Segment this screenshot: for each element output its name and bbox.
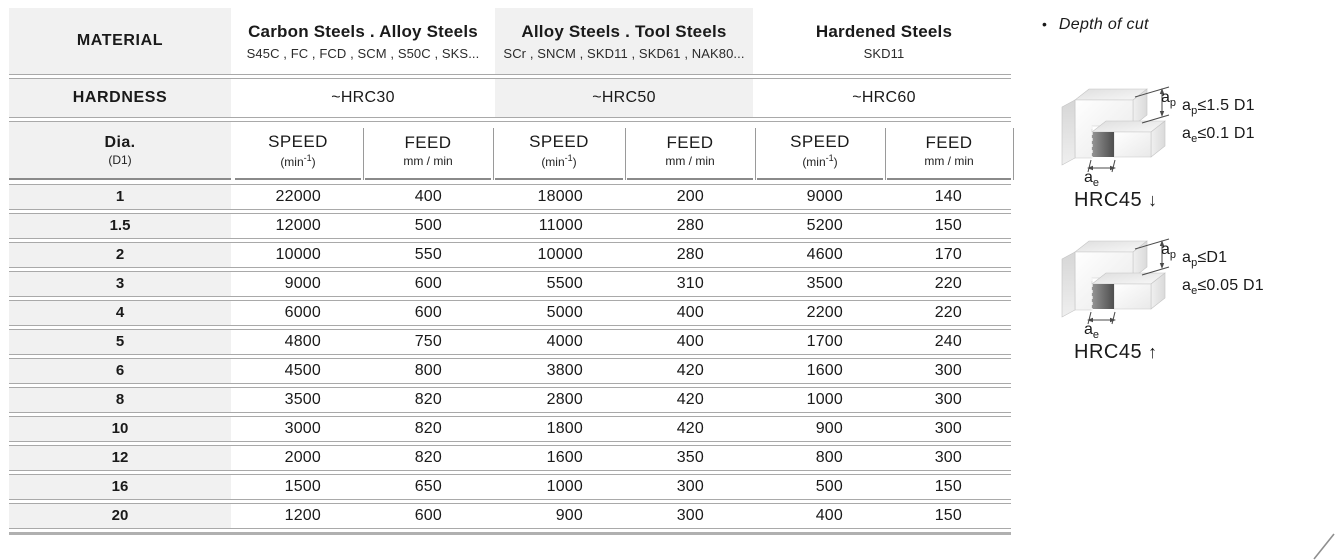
hardened-feed-cell: 300 bbox=[934, 449, 962, 466]
depth-figure-low-hardness bbox=[1040, 73, 1334, 223]
bullet-icon: • bbox=[1042, 16, 1047, 32]
group-title: Hardened Steels bbox=[815, 21, 953, 41]
alloy-feed-cell: 400 bbox=[676, 333, 704, 350]
carbon-speed-cell: 9000 bbox=[284, 275, 321, 292]
alloy-speed-cell: 11000 bbox=[538, 217, 583, 234]
hardened-speed-cell: 1000 bbox=[806, 391, 843, 408]
hardened-speed-cell: 400 bbox=[815, 507, 843, 524]
hardened-speed-cell: 2200 bbox=[806, 304, 843, 321]
carbon-feed-cell: 650 bbox=[414, 478, 442, 495]
dia-cell: 6 bbox=[9, 359, 231, 383]
dia-cell: 10 bbox=[9, 417, 231, 441]
hardness-label-cell bbox=[9, 79, 231, 117]
hardened-speed-cell: 9000 bbox=[806, 188, 843, 205]
carbon-feed-cell: 400 bbox=[414, 188, 442, 205]
column-header-row bbox=[9, 121, 1011, 180]
carbon-feed-cell: 600 bbox=[414, 507, 442, 524]
hardened-feed-cell: 170 bbox=[934, 246, 962, 263]
alloy-feed-cell: 400 bbox=[676, 304, 704, 321]
table-row bbox=[9, 503, 1011, 529]
carbon-speed-cell: 12000 bbox=[275, 217, 321, 234]
table-row bbox=[9, 387, 1011, 413]
alloy-feed-cell: 420 bbox=[676, 420, 704, 437]
alloy-speed-cell: 5000 bbox=[546, 304, 583, 321]
ae-dimension-label: $a_e$ bbox=[1084, 321, 1100, 342]
ap-dimension-label: $a_p$ bbox=[1161, 241, 1177, 262]
carbon-speed-cell: 3500 bbox=[284, 391, 321, 408]
hardness-label: HARDNESS bbox=[72, 89, 168, 106]
hardness-hardened bbox=[757, 79, 1011, 117]
dia-cell: 1.5 bbox=[9, 214, 231, 238]
carbon-speed-cell: 3000 bbox=[284, 420, 321, 437]
hardened-feed-cell: 150 bbox=[934, 507, 962, 524]
alloy-speed-cell: 5500 bbox=[546, 275, 583, 292]
hardened-feed-cell: 300 bbox=[934, 391, 962, 408]
alloy-speed-cell: 4000 bbox=[546, 333, 583, 350]
dia-header-label: Dia. bbox=[104, 133, 136, 151]
carbon-speed-cell: 10000 bbox=[275, 246, 321, 263]
alloy-feed-cell: 300 bbox=[676, 507, 704, 524]
depth-figure-high-hardness bbox=[1040, 225, 1334, 375]
alloy-speed-cell: 1800 bbox=[546, 420, 583, 437]
table-row bbox=[9, 300, 1011, 326]
hardened-speed-cell: 3500 bbox=[806, 275, 843, 292]
material-label-cell bbox=[9, 8, 231, 74]
material-group-carbon bbox=[235, 8, 491, 74]
alloy-feed-cell: 420 bbox=[676, 362, 704, 379]
material-group-hardened bbox=[757, 8, 1011, 74]
hardened-feed-cell: 240 bbox=[934, 333, 962, 350]
hardened-feed-cell: 150 bbox=[934, 478, 962, 495]
hardness-alloy-tool bbox=[495, 79, 753, 117]
ae-rule: $a_e\le 0.05$ D1 bbox=[1182, 277, 1264, 298]
hardness-value: ~HRC60 bbox=[852, 89, 916, 106]
cutting-conditions-table bbox=[9, 8, 1011, 535]
carbon-feed-cell: 820 bbox=[414, 420, 442, 437]
dia-cell: 4 bbox=[9, 301, 231, 325]
carbon-speed-cell: 4800 bbox=[284, 333, 321, 350]
carbon-speed-cell: 2000 bbox=[284, 449, 321, 466]
carbon-feed-cell: 550 bbox=[414, 246, 442, 263]
group-subtitle: S45C , FC , FCD , SCM , S50C , SKS... bbox=[246, 45, 480, 61]
hardness-value: ~HRC30 bbox=[331, 89, 395, 106]
table-row bbox=[9, 474, 1011, 500]
alloy-feed-cell: 310 bbox=[676, 275, 704, 292]
dia-header-cell bbox=[9, 122, 231, 180]
corner-slash-decoration bbox=[1300, 525, 1335, 560]
group-title: Alloy Steels . Tool Steels bbox=[521, 21, 727, 41]
hardened-speed-cell: 5200 bbox=[806, 217, 843, 234]
carbon-feed-header: FEED mm / min bbox=[365, 122, 491, 180]
hardened-speed-cell: 4600 bbox=[806, 246, 843, 263]
alloy-speed-cell: 3800 bbox=[546, 362, 583, 379]
hardened-feed-header: FEED mm / min bbox=[887, 122, 1011, 180]
table-row bbox=[9, 416, 1011, 442]
dia-cell: 3 bbox=[9, 272, 231, 296]
hardened-feed-cell: 300 bbox=[934, 420, 962, 437]
dia-header-sub: (D1) bbox=[108, 152, 132, 167]
carbon-speed-cell: 1200 bbox=[284, 507, 321, 524]
carbon-feed-cell: 500 bbox=[414, 217, 442, 234]
table-row bbox=[9, 445, 1011, 471]
table-row bbox=[9, 184, 1011, 210]
hardness-carbon bbox=[235, 79, 491, 117]
hardened-feed-cell: 150 bbox=[934, 217, 962, 234]
depth-of-cut-title bbox=[1042, 16, 1149, 34]
ap-rule: $a_p\le D1$ bbox=[1182, 249, 1228, 270]
material-row bbox=[9, 8, 1011, 75]
alloy-speed-cell: 900 bbox=[555, 507, 583, 524]
group-subtitle: SCr , SNCM , SKD11 , SKD61 , NAK80... bbox=[503, 45, 745, 61]
carbon-speed-header: SPEED $(\min^{-1})$ bbox=[235, 122, 361, 180]
group-title: Carbon Steels . Alloy Steels bbox=[248, 21, 478, 41]
carbon-feed-cell: 600 bbox=[414, 304, 442, 321]
alloy-feed-cell: 200 bbox=[676, 188, 704, 205]
hardened-speed-cell: 800 bbox=[815, 449, 843, 466]
hardness-row bbox=[9, 78, 1011, 118]
hrc-caption: HRC45 ↓ bbox=[1074, 189, 1158, 211]
hardened-speed-cell: 500 bbox=[815, 478, 843, 495]
ap-dimension-label: $a_p$ bbox=[1161, 89, 1177, 110]
table-row bbox=[9, 271, 1011, 297]
carbon-speed-cell: 4500 bbox=[284, 362, 321, 379]
alloy-feed-cell: 300 bbox=[676, 478, 704, 495]
carbon-feed-cell: 750 bbox=[414, 333, 442, 350]
material-group-alloy-tool bbox=[495, 8, 753, 74]
dia-cell: 2 bbox=[9, 243, 231, 267]
hrc-caption: HRC45 ↑ bbox=[1074, 341, 1158, 363]
ae-dimension-label: $a_e$ bbox=[1084, 169, 1100, 190]
carbon-speed-cell: 22000 bbox=[275, 188, 321, 205]
table-row bbox=[9, 242, 1011, 268]
dia-cell: 12 bbox=[9, 446, 231, 470]
dia-cell: 20 bbox=[9, 504, 231, 528]
material-label: MATERIAL bbox=[76, 32, 164, 49]
down-arrow-icon: ↓ bbox=[1148, 190, 1158, 210]
hardened-feed-cell: 140 bbox=[934, 188, 962, 205]
depth-of-cut-title-text: Depth of cut bbox=[1058, 16, 1149, 33]
alloy-feed-header: FEED mm / min bbox=[627, 122, 753, 180]
dia-cell: 5 bbox=[9, 330, 231, 354]
table-row bbox=[9, 213, 1011, 239]
alloy-speed-header: SPEED $(\min^{-1})$ bbox=[495, 122, 623, 180]
carbon-feed-cell: 600 bbox=[414, 275, 442, 292]
up-arrow-icon: ↑ bbox=[1148, 342, 1158, 362]
group-subtitle: SKD11 bbox=[863, 45, 905, 61]
carbon-feed-cell: 820 bbox=[414, 391, 442, 408]
dia-cell: 8 bbox=[9, 388, 231, 412]
alloy-speed-cell: 10000 bbox=[537, 246, 583, 263]
alloy-speed-cell: 18000 bbox=[537, 188, 583, 205]
hardened-speed-cell: 900 bbox=[815, 420, 843, 437]
alloy-feed-cell: 280 bbox=[676, 217, 704, 234]
dia-cell: 1 bbox=[9, 185, 231, 209]
carbon-feed-cell: 800 bbox=[414, 362, 442, 379]
carbon-speed-cell: 1500 bbox=[284, 478, 321, 495]
table-bottom-rule bbox=[9, 532, 1011, 535]
hardened-feed-cell: 220 bbox=[934, 275, 962, 292]
hardened-speed-cell: 1600 bbox=[806, 362, 843, 379]
table-row bbox=[9, 358, 1011, 384]
hardened-speed-cell: 1700 bbox=[806, 333, 843, 350]
hardened-speed-header: SPEED $(\min^{-1})$ bbox=[757, 122, 883, 180]
hardened-feed-cell: 300 bbox=[934, 362, 962, 379]
carbon-feed-cell: 820 bbox=[414, 449, 442, 466]
hardened-feed-cell: 220 bbox=[934, 304, 962, 321]
alloy-feed-cell: 350 bbox=[676, 449, 704, 466]
alloy-speed-cell: 1600 bbox=[546, 449, 583, 466]
carbon-speed-cell: 6000 bbox=[284, 304, 321, 321]
alloy-speed-cell: 1000 bbox=[546, 478, 583, 495]
alloy-feed-cell: 280 bbox=[676, 246, 704, 263]
hardness-value: ~HRC50 bbox=[592, 89, 656, 106]
dia-cell: 16 bbox=[9, 475, 231, 499]
alloy-speed-cell: 2800 bbox=[546, 391, 583, 408]
alloy-feed-cell: 420 bbox=[676, 391, 704, 408]
ae-rule: $a_e\le 0.1$ D1 bbox=[1182, 125, 1255, 146]
ap-rule: $a_p\le 1.5$ D1 bbox=[1182, 97, 1255, 118]
table-row bbox=[9, 329, 1011, 355]
